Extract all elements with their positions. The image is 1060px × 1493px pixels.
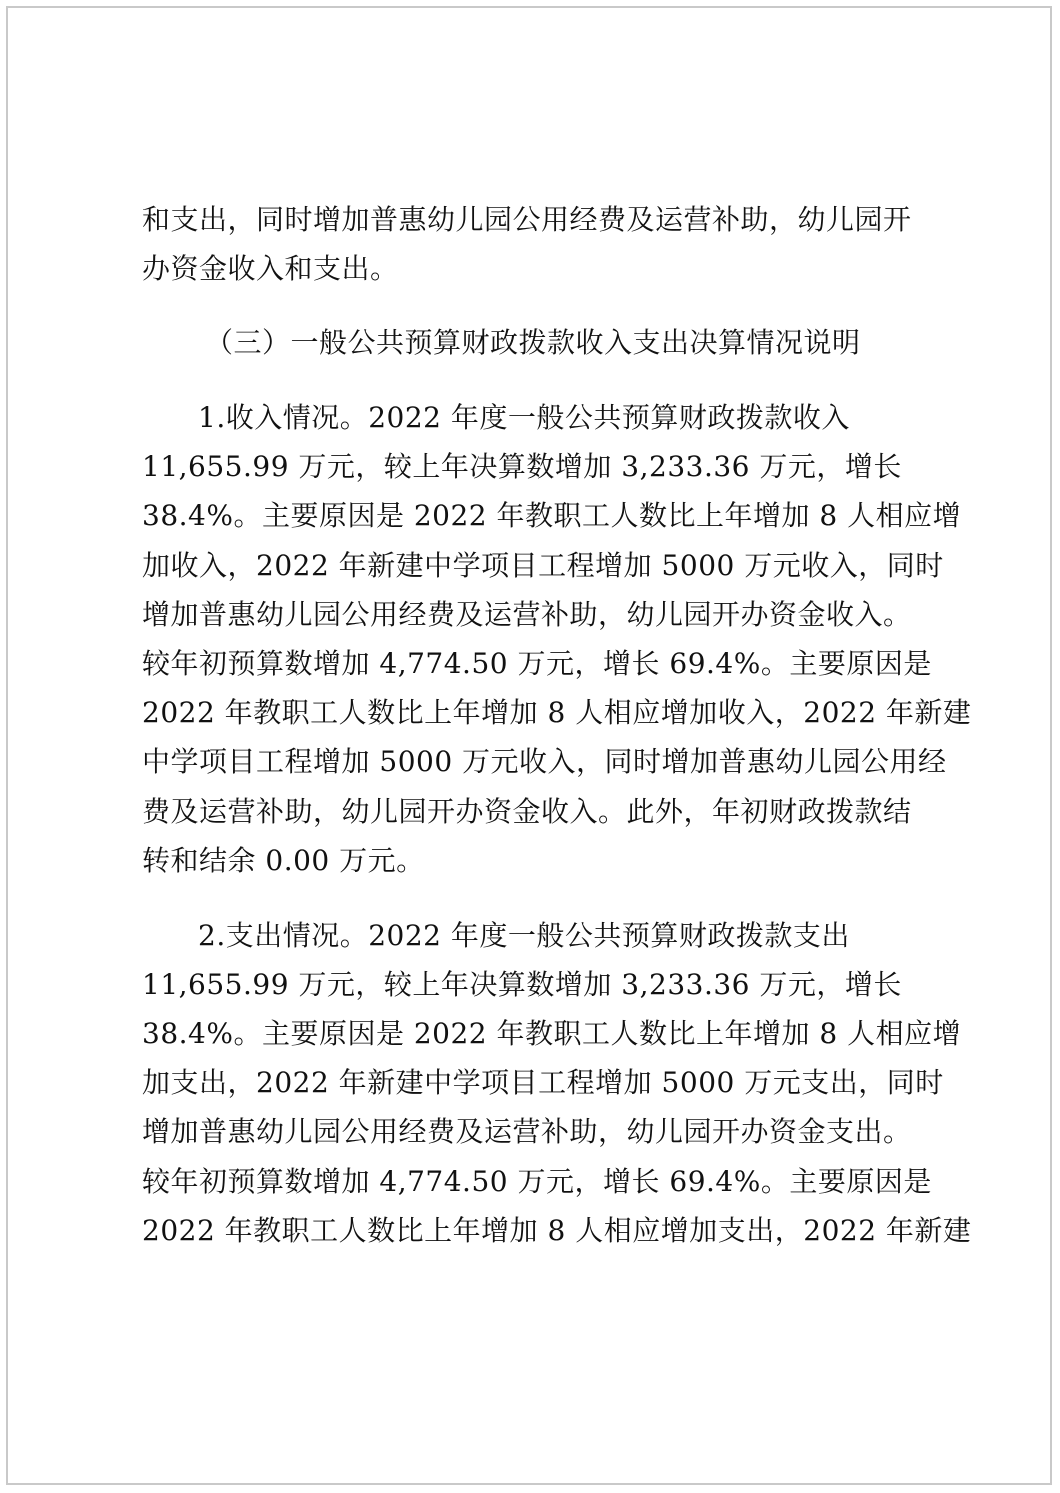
income-line-7: 2022 年教职工人数比上年增加 8 人相应增加收入，2022 年新建 — [142, 696, 972, 729]
income-line-6: 较年初预算数增加 4,774.50 万元，增长 69.4%。主要原因是 — [142, 647, 932, 680]
section-heading: （三）一般公共预算财政拨款收入支出决算情况说明 — [205, 326, 861, 359]
expenditure-line-5: 增加普惠幼儿园公用经费及运营补助，幼儿园开办资金支出。 — [142, 1115, 912, 1148]
income-line-1: 1.收入情况。2022 年度一般公共预算财政拨款收入 — [198, 401, 850, 434]
expenditure-line-7: 2022 年教职工人数比上年增加 8 人相应增加支出，2022 年新建 — [142, 1214, 972, 1247]
income-line-3: 38.4%。主要原因是 2022 年教职工人数比上年增加 8 人相应增 — [142, 499, 962, 532]
expenditure-line-6: 较年初预算数增加 4,774.50 万元，增长 69.4%。主要原因是 — [142, 1165, 932, 1198]
income-line-2: 11,655.99 万元，较上年决算数增加 3,233.36 万元，增长 — [142, 450, 902, 483]
income-line-10: 转和结余 0.00 万元。 — [142, 844, 425, 877]
expenditure-line-3: 38.4%。主要原因是 2022 年教职工人数比上年增加 8 人相应增 — [142, 1017, 962, 1050]
intro-line-1: 和支出，同时增加普惠幼儿园公用经费及运营补助，幼儿园开 — [142, 203, 912, 236]
intro-line-2: 办资金收入和支出。 — [142, 252, 399, 285]
income-line-4: 加收入，2022 年新建中学项目工程增加 5000 万元收入，同时 — [142, 549, 944, 582]
income-line-9: 费及运营补助，幼儿园开办资金收入。此外，年初财政拨款结 — [142, 795, 912, 828]
expenditure-line-2: 11,655.99 万元，较上年决算数增加 3,233.36 万元，增长 — [142, 968, 902, 1001]
expenditure-line-4: 加支出，2022 年新建中学项目工程增加 5000 万元支出，同时 — [142, 1066, 944, 1099]
income-line-5: 增加普惠幼儿园公用经费及运营补助，幼儿园开办资金收入。 — [142, 598, 912, 631]
income-line-8: 中学项目工程增加 5000 万元收入，同时增加普惠幼儿园公用经 — [142, 745, 947, 778]
expenditure-line-1: 2.支出情况。2022 年度一般公共预算财政拨款支出 — [198, 919, 850, 952]
